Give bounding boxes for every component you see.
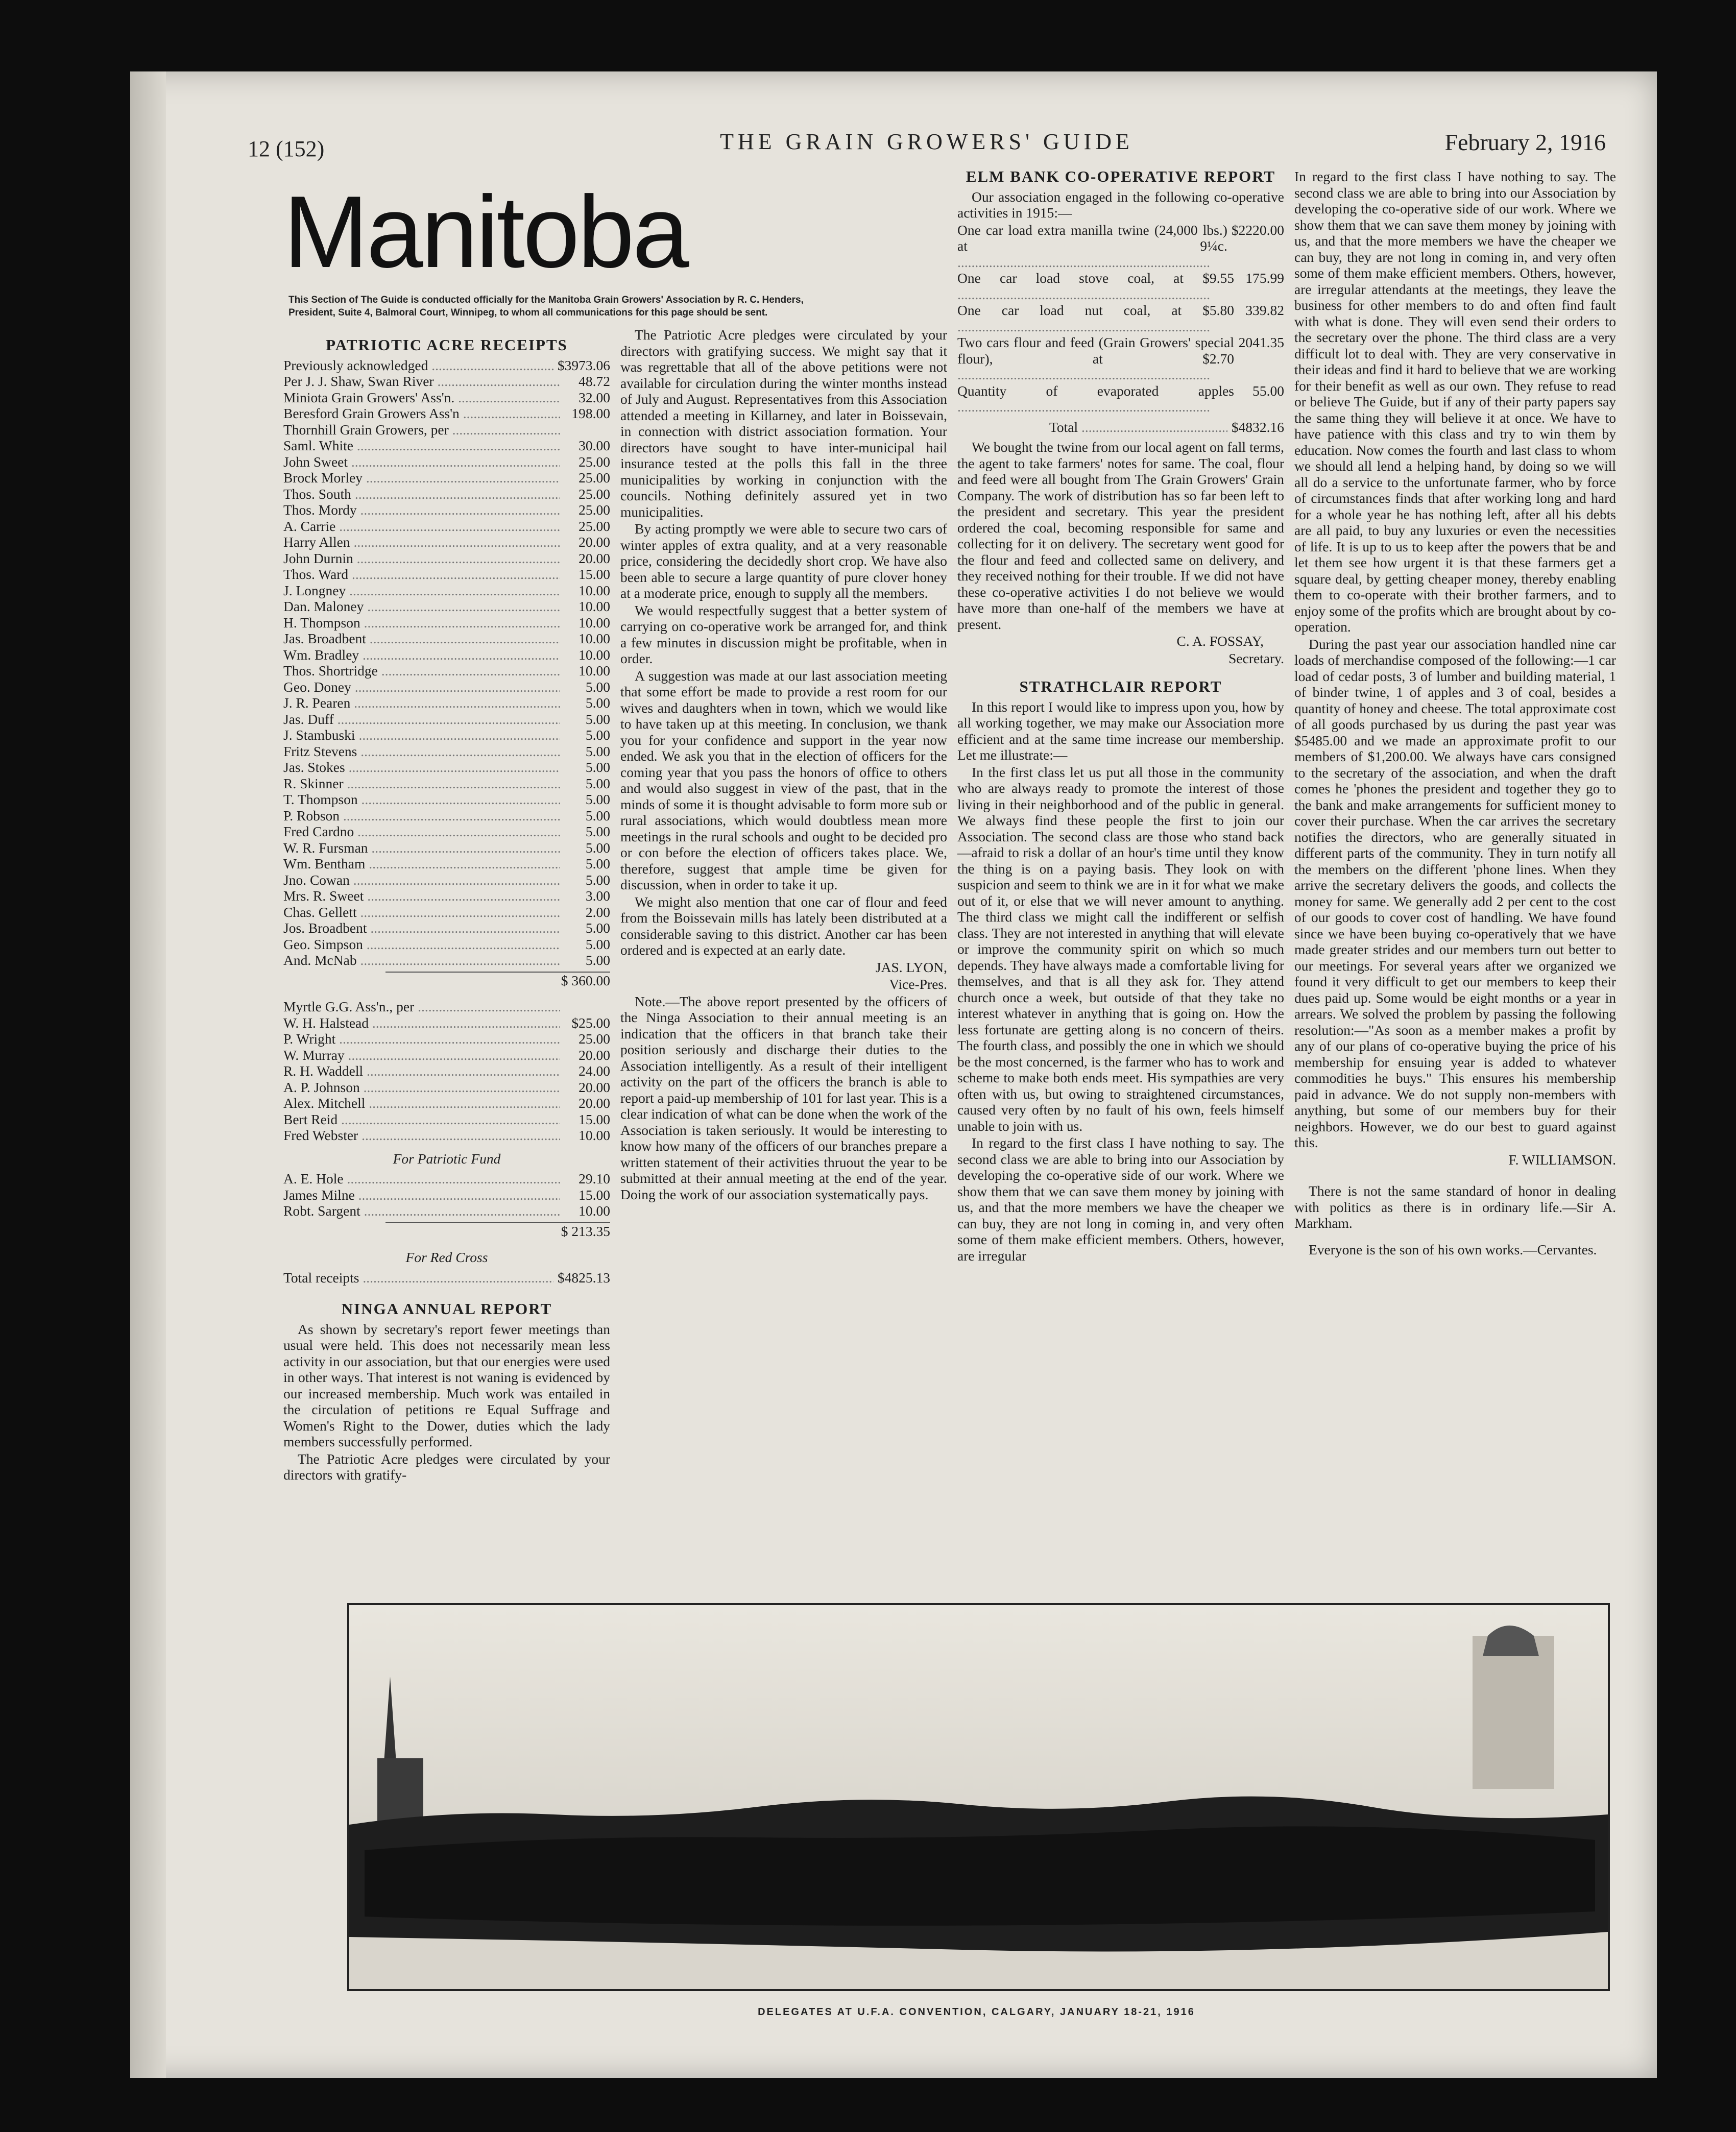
ninga-paragraph-1: As shown by secretary's report fewer meetings than usual were held. This does not necessarily mean less activity in our association, but that our energies were used in other ways. That interest is not waning is evidenced by our increased membership. Much work was entailed in the circulation of petitions re Equal Suffrage and Women's Right to the Dower, duties which the lady members successfully performed. xyxy=(283,1321,610,1449)
receipt-row xyxy=(283,952,610,968)
newspaper-page xyxy=(130,71,1657,2078)
receipt-name: R. H. Waddell ..... xyxy=(283,1063,560,1079)
strathclair-heading: STRATHCLAIR REPORT xyxy=(1019,677,1222,695)
patriotic-fund-label: For Patriotic Fund xyxy=(393,1150,501,1167)
receipt-value: 20.00 xyxy=(578,534,610,550)
receipt-value: 10.00 xyxy=(578,582,610,598)
receipt-name: J. Stambuski ..... xyxy=(283,727,560,743)
elmbank-heading: ELM BANK CO-OPERATIVE REPORT xyxy=(966,167,1276,185)
receipt-name: Geo. Simpson ..... xyxy=(283,936,560,953)
receipt-value: 5.00 xyxy=(585,759,610,775)
receipt-name: P. Wright ..... xyxy=(283,1031,560,1047)
receipt-value: 5.00 xyxy=(585,679,610,695)
receipt-name: Bert Reid ..... xyxy=(283,1111,560,1128)
receipt-value: 20.00 xyxy=(578,1047,610,1063)
ninga-paragraph-2: The Patriotic Acre pledges were circulated by your directors with gratifying success. We might say that it was regrettable that all of the above petitions were not available for circulation during the winter months instead of July and August. Representatives from this Association attended a meeting in Killarney, and later in Boissevain, in connection with district association formation. Your directors have sought to have inter-municipal hail insurance tested at the polls this fall in the three municipalities by working in conjunction with the councils. Nothing definitely assured yet in two municipalities. xyxy=(620,327,947,520)
elmbank-paragraph-1: We bought the twine from our local agent on fall terms, the agent to take farmers' notes for same. The coal, flour and feed were all bought from The Grain Growers' Grain Company. The work of distribution has so far been left to the president and secretary. This year the president ordered the coal, becoming responsible for same and collecting for it on delivery. The secretary went good for the flour and feed and collected same on delivery, and they received nothing for their trouble. If we did not have these co-operative activities I do not believe we would have more than one-half of the members we have at present. xyxy=(957,439,1284,632)
receipt-row xyxy=(283,615,610,631)
receipt-name: Saml. White ..... xyxy=(283,438,560,454)
strathclair-paragraph-4: During the past year our association handled nine car loads of merchandise composed of the following:—1 car load of cedar posts, 3 of lumber and building material, 1 of binder twine, 1 of apples and 3 of coal, besides a quantity of honey and cheese. The total approximate cost of all goods purchased by us during the past year was $5485.00 and we made an approximate profit to our members of $1,200.00. We always have cars consigned to the secretary of the association, and when the draft comes he 'phones the president and together they go to the bank and make arrangements for sufficient money to cover their purchase. When the car arrives the secretary notifies the directors, who are generally situated in different parts of the community. They in turn notify all the members on the different 'phone lines. When they arrive the secretary delivers the goods, and collects the money for same. We generally add 2 per cent to the cost of our goods to cover cost of handling. We have found since we have been buying co-operatively that we have made greater strides and our members turn out better to our meetings. For several years after we organized we found it very difficult to get our members to keep their dues paid up. Some would be eight months or a year in arrears. We solved the problem by passing the following resolution:—"As soon as a member makes a profit by any of our plans of co-operative buying the price of his membership for ensuing year is added to whatever commodities he buys." This ensures his membership paid in advance. We do not supply non-members with anything, but some of our members buy for their neighbors. However, we do our best to guard against this. xyxy=(1294,636,1616,1150)
receipt-row xyxy=(283,518,610,535)
ninga-paragraph-2-start: The Patriotic Acre pledges were circulated by your directors with gratify- xyxy=(283,1450,610,1483)
receipt-name: Jas. Stokes ..... xyxy=(283,759,560,776)
receipt-value: 5.00 xyxy=(585,871,610,888)
receipt-name: Alex. Mitchell ..... xyxy=(283,1095,560,1111)
receipt-value: $3973.06 xyxy=(557,357,610,373)
receipt-name: John Durnin ..... xyxy=(283,550,560,567)
receipt-name: Geo. Doney ..... xyxy=(283,679,560,695)
receipt-name: Thos. South ..... xyxy=(283,486,560,502)
receipt-value: 10.00 xyxy=(578,663,610,679)
receipt-name: Robt. Sargent ..... xyxy=(283,1203,560,1219)
strathclair-paragraph-3-start: In regard to the first class I have nothing to say. The second class we are able to bring into our Association by developing the co-operative side of our work. Where we show them that we can save them money by joining with us, and that the more members we have the cheaper we can buy, they are not long in coming in, and very often some of them make efficient members. Others, however, are irregular xyxy=(957,1135,1284,1264)
strathclair-paragraph-1: In this report I would like to impress upon you, how by all working together, we may make our Association more efficient and at the same time increase our membership. Let me illustrate:— xyxy=(957,698,1284,763)
receipt-value: 10.00 xyxy=(578,646,610,663)
receipt-row xyxy=(283,1015,610,1031)
receipt-name: T. Thompson ..... xyxy=(283,791,560,808)
elmbank-item-value: 2041.35 xyxy=(1238,334,1284,350)
receipt-value: 5.00 xyxy=(585,775,610,791)
ninga-paragraph-4: We would respectfully suggest that a better system of carrying on co-operative work be arranged for, and think a few minutes in discussion might be profitable, when in order. xyxy=(620,602,947,666)
receipt-value: 10.00 xyxy=(578,598,610,614)
receipts-group-2 xyxy=(283,999,610,1144)
receipt-row xyxy=(283,1079,610,1096)
issue-date: February 2, 1916 xyxy=(1444,129,1606,155)
receipt-row xyxy=(283,936,610,953)
receipt-name: J. Longney ..... xyxy=(283,583,560,599)
elmbank-signature-title: Secretary. xyxy=(1228,650,1284,666)
receipt-name: Wm. Bentham ..... xyxy=(283,856,560,872)
receipt-row xyxy=(283,438,610,454)
receipt-row xyxy=(283,598,610,615)
receipt-name: Chas. Gellett ..... xyxy=(283,904,560,920)
paper-title: THE GRAIN GROWERS' GUIDE xyxy=(720,129,1134,154)
receipt-name: Mrs. R. Sweet ..... xyxy=(283,888,560,904)
receipt-value: 10.00 xyxy=(578,1127,610,1143)
elmbank-total-label: Total ..... xyxy=(1049,419,1227,435)
receipt-name: A. P. Johnson ..... xyxy=(283,1079,560,1096)
receipt-row xyxy=(283,1063,610,1079)
receipt-name: Fritz Stevens ..... xyxy=(283,743,560,760)
receipt-name: R. Skinner ..... xyxy=(283,776,560,792)
receipt-value: 5.00 xyxy=(585,823,610,839)
receipt-name: Fred Cardno ..... xyxy=(283,823,560,840)
section-note: This Section of The Guide is conducted officially for the Manitoba Grain Growers' Association by R. C. Henders, President, Suite 4, Balmoral Court, Winnipeg, to whom all communications for this page should be sent. xyxy=(288,295,804,318)
receipt-value: 5.00 xyxy=(585,807,610,823)
receipt-value: 20.00 xyxy=(578,1079,610,1095)
receipt-value: 25.00 xyxy=(578,518,610,534)
elmbank-item-value: 175.99 xyxy=(1245,270,1284,286)
receipt-name: Previously acknowledged ..... xyxy=(283,357,553,374)
receipt-value: 5.00 xyxy=(585,695,610,711)
receipt-row xyxy=(283,566,610,583)
elmbank-signature: C. A. FOSSAY, xyxy=(1176,633,1264,649)
receipt-row xyxy=(283,695,610,711)
receipt-name: J. R. Pearen ..... xyxy=(283,695,560,711)
receipt-row xyxy=(283,647,610,663)
photo-caption: DELEGATES AT U.F.A. CONVENTION, CALGARY, JANUARY 18-21, 1916 xyxy=(758,2006,1195,2018)
receipt-value: 5.00 xyxy=(585,936,610,952)
ninga-signature-title: Vice-Pres. xyxy=(889,976,947,992)
receipt-value: 30.00 xyxy=(578,438,610,453)
receipt-row xyxy=(283,840,610,856)
receipt-value: 5.00 xyxy=(585,856,610,871)
receipt-value: 20.00 xyxy=(578,550,610,566)
receipt-row xyxy=(283,999,610,1015)
receipt-name: Thos. Mordy ..... xyxy=(283,502,560,518)
receipt-name: James Milne ..... xyxy=(283,1187,560,1203)
ninga-paragraph-3: By acting promptly we were able to secure two cars of winter apples of extra quality, and at a very reasonable price, considering the decidedly short crop. We have also been able to secure a large quantity of pure clover honey at a moderate price, enough to supply all the members. xyxy=(620,521,947,601)
receipt-name: P. Robson ..... xyxy=(283,808,560,824)
receipts-heading: PATRIOTIC ACRE RECEIPTS xyxy=(326,336,568,354)
receipt-row xyxy=(283,631,610,647)
receipt-value: 24.00 xyxy=(578,1063,610,1079)
receipt-row xyxy=(283,904,610,920)
strathclair-signature: F. WILLIAMSON. xyxy=(1508,1151,1616,1168)
receipt-name: Per J. J. Shaw, Swan River ..... xyxy=(283,373,560,390)
receipt-row xyxy=(283,390,610,406)
receipt-name: H. Thompson ..... xyxy=(283,615,560,631)
receipt-row xyxy=(283,759,610,776)
receipt-row xyxy=(283,583,610,599)
receipt-row xyxy=(283,550,610,567)
receipt-value: 5.00 xyxy=(585,920,610,936)
receipt-value: 25.00 xyxy=(578,1031,610,1047)
strathclair-paragraph-3: In regard to the first class I have nothing to say. The second class we are able to bring into our Association by developing the co-operative side of our work. Where we show them that we can save them money by joining with us, and that the more members we have the cheaper we can buy, they are not long in coming in, and very often some of them make efficient members. Others, however, are irregular attendants at the meetings, they leave the business for other members to do and often find fault with what is done. They will even send their orders to the secretary over the phone. The third class are a very difficult lot to deal with. They are very conservative in their ideas and find it hard to believe that we are working for their benefit as well as our own. They refuse to read or believe The Guide, but if any of their party papers say the same thing they will believe it at once. We have to have patience with this class and try to win them by education. Now comes the fourth and last class to whom we should all lend a helping hand, by doing so we will all do a service to the unfortunate farmer, who by force of circumstances finds that after working long and hard for a whole year he has nothing left, after all his debts are all paid, to buy any luxuries or even the necessities of life. It is up to us to keep after the powers that be and let them see how urgent it is that these farmers get a square deal, by getting cheaper money, thereby enabling them to co-operate with their brother farmers, and to enjoy some of the profits which are brought about by co-operation. xyxy=(1294,168,1616,635)
receipt-row xyxy=(283,663,610,679)
total-receipts-label: Total receipts ..... xyxy=(283,1270,553,1286)
receipt-value: 5.00 xyxy=(585,839,610,856)
column-strathclair xyxy=(1294,168,1616,1258)
receipts-group-3 xyxy=(283,1171,610,1219)
receipt-value: 10.00 xyxy=(578,631,610,646)
receipt-row xyxy=(283,808,610,824)
elmbank-item-row xyxy=(957,270,1284,302)
elmbank-item-value: 339.82 xyxy=(1245,302,1284,318)
receipt-name: Beresford Grain Growers Ass'n ..... xyxy=(283,405,560,422)
receipt-value: 5.00 xyxy=(585,711,610,727)
elmbank-item-name: One car load extra manilla twine (24,000 lbs.) at 9¼c. ..... xyxy=(957,222,1227,271)
receipt-name: Jno. Cowan ..... xyxy=(283,872,560,888)
receipt-name: W. R. Fursman ..... xyxy=(283,840,560,856)
receipt-name: And. McNab ..... xyxy=(283,952,560,968)
receipt-row xyxy=(283,1203,610,1219)
page-gutter xyxy=(130,71,166,2078)
receipt-name: Miniota Grain Growers' Ass'n. ..... xyxy=(283,390,560,406)
red-cross-label: For Red Cross xyxy=(405,1249,488,1265)
receipt-row xyxy=(283,791,610,808)
total-receipts-value: $4825.13 xyxy=(557,1269,610,1286)
elmbank-item-row xyxy=(957,334,1284,383)
page-number: 12 (152) xyxy=(248,136,325,161)
elmbank-item-name: Two cars flour and feed (Grain Growers' special flour), at $2.70 ..... xyxy=(957,334,1234,383)
receipt-row xyxy=(283,1187,610,1203)
elmbank-item-row xyxy=(957,383,1284,415)
receipt-row xyxy=(283,679,610,695)
receipt-row xyxy=(283,727,610,743)
receipt-row xyxy=(283,454,610,470)
receipt-row xyxy=(283,422,610,438)
receipt-name: Jos. Broadbent ..... xyxy=(283,920,560,936)
quote-2: Everyone is the son of his own works.—Cervantes. xyxy=(1309,1241,1597,1257)
column-ninga xyxy=(620,327,947,1203)
receipt-value: 20.00 xyxy=(578,1095,610,1111)
receipt-row xyxy=(283,888,610,904)
ninga-paragraph-6: We might also mention that one car of flour and feed from the Boissevain mills has lately been distributed at a considerable saving to this district. Another car has been ordered and is expected at an early date. xyxy=(620,893,947,958)
page-header xyxy=(248,129,1606,159)
ninga-heading: NINGA ANNUAL REPORT xyxy=(341,1300,552,1318)
receipt-value xyxy=(560,999,610,1015)
receipt-name: A. Carrie ..... xyxy=(283,518,560,535)
elmbank-item-name: Quantity of evaporated apples ..... xyxy=(957,383,1234,415)
receipt-name: Dan. Maloney ..... xyxy=(283,598,560,615)
receipt-row xyxy=(283,1031,610,1047)
elmbank-total-row xyxy=(1049,419,1284,435)
elmbank-item-value: 55.00 xyxy=(1252,382,1284,399)
receipt-row xyxy=(283,711,610,728)
receipt-name: Jas. Duff ..... xyxy=(283,711,560,728)
receipt-value: 3.00 xyxy=(585,888,610,904)
receipt-name: Thos. Shortridge ..... xyxy=(283,663,560,679)
elmbank-total-value: $4832.16 xyxy=(1231,419,1284,435)
receipt-value: 5.00 xyxy=(585,952,610,968)
receipt-name: Thos. Ward ..... xyxy=(283,566,560,583)
ninga-signature: JAS. LYON, xyxy=(875,959,947,975)
total-receipts-row xyxy=(283,1270,610,1286)
receipt-row xyxy=(283,920,610,936)
receipt-name: Myrtle G.G. Ass'n., per ..... xyxy=(283,999,560,1015)
receipt-row xyxy=(283,470,610,486)
receipt-name: Fred Webster ..... xyxy=(283,1127,560,1144)
receipt-value: $25.00 xyxy=(571,1014,610,1031)
column-receipts xyxy=(283,337,610,1484)
receipt-value: 5.00 xyxy=(585,727,610,743)
receipt-value: 15.00 xyxy=(578,1186,610,1203)
masthead xyxy=(283,175,957,319)
receipt-value: 25.00 xyxy=(578,486,610,502)
receipt-row xyxy=(283,1095,610,1111)
receipt-name: Jas. Broadbent ..... xyxy=(283,631,560,647)
receipt-value: 2.00 xyxy=(585,904,610,920)
receipt-row xyxy=(283,486,610,502)
receipts-group-1 xyxy=(283,357,610,968)
receipt-name: W. H. Halstead ..... xyxy=(283,1015,560,1031)
receipts-subtotal-1: $ 360.00 xyxy=(385,972,610,989)
receipts-subtotal-2: $ 213.35 xyxy=(385,1222,610,1240)
receipt-value: 5.00 xyxy=(585,743,610,759)
column-elmbank xyxy=(957,168,1284,1265)
receipt-value: 5.00 xyxy=(585,791,610,807)
receipt-row xyxy=(283,357,610,374)
receipt-value: 25.00 xyxy=(578,502,610,518)
ninga-note: Note.—The above report presented by the officers of the Ninga Association to their annual meeting is an indication that the officers in that branch take their position seriously and discharge their duties to the Association intelligently. As a result of their intelligent activity on the part of the officers the branch is able to report a paid-up membership of 101 for last year. This is a clear indication of what can be done when the work of the Association is taken seriously. It would be interesting to know how many of the officers of our branches prepare a written statement of their activities thruout the year to be submitted at their annual meeting at the end of the year. Doing the work of our association systematically pays. xyxy=(620,993,947,1202)
receipt-value: 32.00 xyxy=(578,389,610,405)
receipt-name: A. E. Hole ..... xyxy=(283,1171,560,1187)
strathclair-paragraph-2: In the first class let us put all those in the community who are always ready to promote the interest of those living in their neighborhood and of the public in general. We always find these people the first to join our Association. The second class are those who stand back—afraid to risk a dollar of an hour's time until they know the thing is on a paying basis. They look on with suspicion and seem to think we are in it for what we make out of it, or else that we will never amount to anything. The third class we might call the indifferent or selfish class. They are not interested in anything that will elevate or improve the community spirit on which so much depends. They have always made a comfortable living for themselves, and that is all they ask for. They attend church once a week, but outside of that they take no interest whatever in anything that is going on. How the less fortunate are getting along is no concern of theirs. The fourth class, and possibly the one in which we should be the most concerned, is the farmer who has to work and scheme to make both ends meet. His sympathies are very often with us, but owing to straightened circumstances, caused very often by no fault of his own, feels himself unable to join with us. xyxy=(957,764,1284,1134)
receipt-value: 15.00 xyxy=(578,1111,610,1127)
receipt-value: 10.00 xyxy=(578,1203,610,1219)
receipt-name: Wm. Bradley ..... xyxy=(283,647,560,663)
receipt-row xyxy=(283,405,610,422)
receipt-value: 10.00 xyxy=(578,614,610,631)
elmbank-intro: Our association engaged in the following co-operative activities in 1915:— xyxy=(957,188,1284,221)
receipt-name: John Sweet ..... xyxy=(283,454,560,470)
receipt-value: 15.00 xyxy=(578,566,610,582)
elmbank-item-value: $2220.00 xyxy=(1231,222,1284,238)
receipt-value: 198.00 xyxy=(571,405,610,421)
receipt-value: 25.00 xyxy=(578,453,610,470)
receipt-row xyxy=(283,534,610,550)
receipt-row xyxy=(283,502,610,518)
receipt-name: Thornhill Grain Growers, per ..... xyxy=(283,422,560,438)
receipt-row xyxy=(283,373,610,390)
elmbank-item-row xyxy=(957,222,1284,271)
receipt-name: Brock Morley ..... xyxy=(283,470,560,486)
elmbank-item-name: One car load nut coal, at $5.80 ..... xyxy=(957,302,1234,334)
receipt-value: 29.10 xyxy=(578,1171,610,1186)
elmbank-item-row xyxy=(957,302,1284,334)
receipt-value: 25.00 xyxy=(578,470,610,486)
elmbank-items xyxy=(957,222,1284,415)
receipt-value: 48.72 xyxy=(578,373,610,389)
receipt-row xyxy=(283,1111,610,1128)
receipt-row xyxy=(283,743,610,760)
receipt-row xyxy=(283,1127,610,1144)
receipt-row xyxy=(283,872,610,888)
ninga-paragraph-5: A suggestion was made at our last association meeting that some effort be made to provide a rest room for our wives and daughters when in town, which we would like to have taken up at this meeting. In conclusion, we thank you for your confidence and support in the year now ended. We ask you that in the election of officers for the coming year that you pass the honors of office to others and would also suggest in view of the past, that in the minds of some it is thought advisable to form more sub or rural associations, which would doubtless mean more meetings in the rural schools and ought to be decided pro or con before the election of officers takes place. We, therefore, suggest that ample time be given for discussion, when in order to take it up. xyxy=(620,667,947,892)
elmbank-item-name: One car load stove coal, at $9.55 ..... xyxy=(957,270,1234,302)
receipt-row xyxy=(283,776,610,792)
section-title: Manitoba xyxy=(283,175,687,289)
receipt-name: W. Murray ..... xyxy=(283,1047,560,1063)
receipt-row xyxy=(283,856,610,872)
receipt-value xyxy=(560,422,610,438)
receipt-row xyxy=(283,1047,610,1063)
receipt-row xyxy=(283,823,610,840)
receipt-row xyxy=(283,1171,610,1187)
quote-1: There is not the same standard of honor in dealing with politics as there is in ordinary life.—Sir A. Markham. xyxy=(1294,1183,1616,1231)
receipt-name: Harry Allen ..... xyxy=(283,534,560,550)
